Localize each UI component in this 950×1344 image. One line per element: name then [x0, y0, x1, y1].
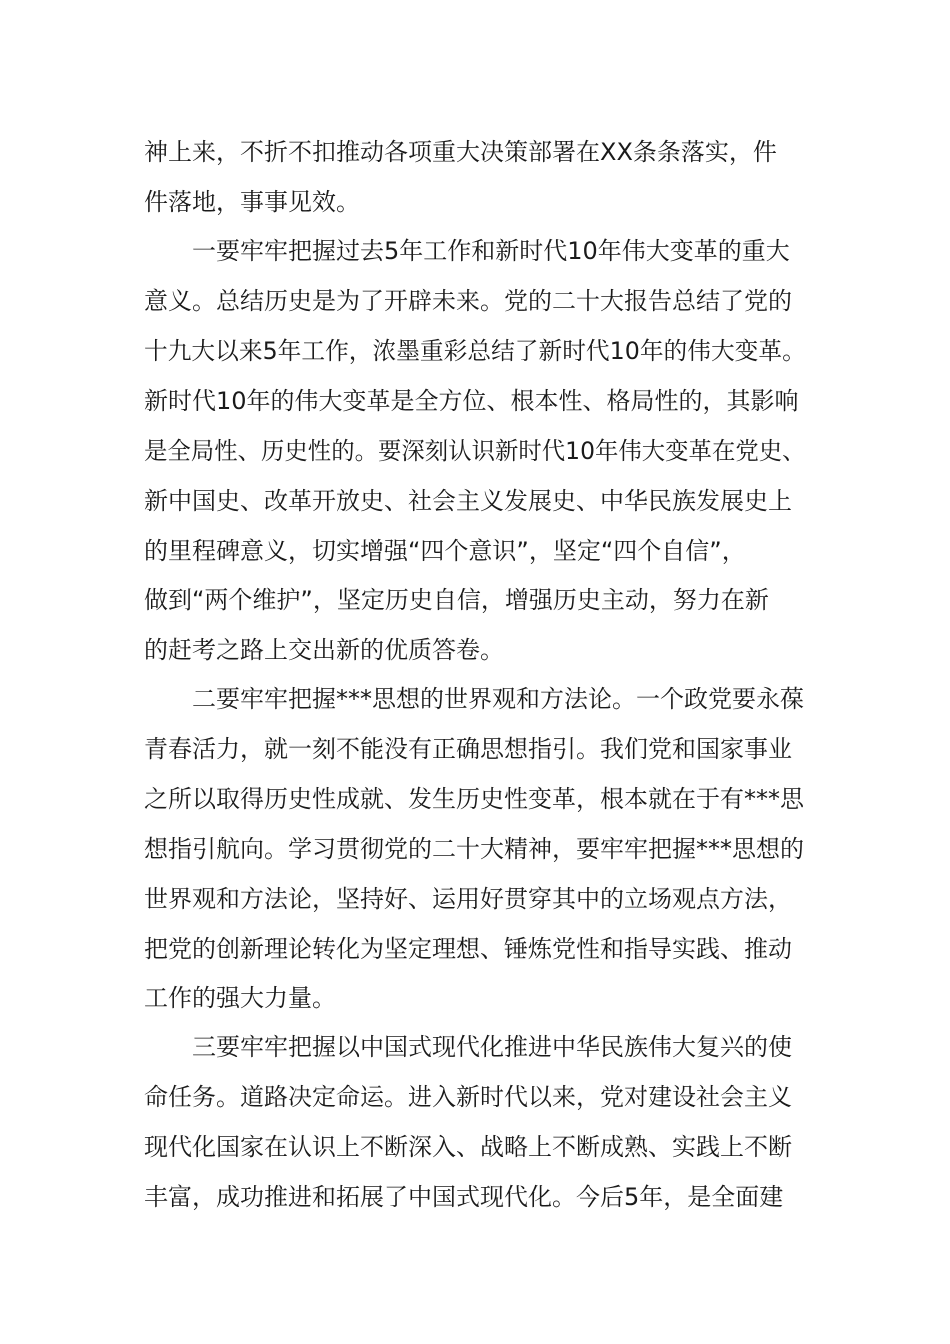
paragraph-3-start: 三要牢牢把握以中国式现代化推进中华民族伟大复兴的使 — [192, 1033, 792, 1061]
text-line: 世界观和方法论，坚持好、运用好贯穿其中的立场观点方法， — [144, 885, 792, 913]
text-line: 新中国史、改革开放史、社会主义发展史、中华民族发展史上 — [144, 487, 792, 515]
text-line: 的里程碑意义，切实增强“四个意识”，坚定“四个自信”， — [144, 537, 746, 565]
paragraph-1-start: 一要牢牢把握过去5年工作和新时代10年伟大变革的重大 — [192, 237, 790, 265]
text-line: 的赶考之路上交出新的优质答卷。 — [144, 636, 504, 664]
text-line: 之所以取得历史性成就、发生历史性变革，根本就在于有***思 — [144, 785, 804, 813]
text-line: 现代化国家在认识上不断深入、战略上不断成熟、实践上不断 — [144, 1133, 792, 1161]
text-line: 件落地，事事见效。 — [144, 188, 360, 216]
text-line: 工作的强大力量。 — [144, 984, 336, 1012]
text-line: 十九大以来5年工作，浓墨重彩总结了新时代10年的伟大变革。 — [144, 337, 806, 365]
text-line: 神上来，不折不扣推动各项重大决策部署在XX条条落实，件 — [144, 138, 777, 166]
text-line: 命任务。道路决定命运。进入新时代以来，党对建设社会主义 — [144, 1083, 792, 1111]
text-line: 意义。总结历史是为了开辟未来。党的二十大报告总结了党的 — [144, 287, 792, 315]
text-line: 想指引航向。学习贯彻党的二十大精神，要牢牢把握***思想的 — [144, 835, 804, 863]
text-line: 丰富，成功推进和拓展了中国式现代化。今后5年，是全面建 — [144, 1183, 784, 1211]
paragraph-2-start: 二要牢牢把握***思想的世界观和方法论。一个政党要永葆 — [192, 685, 804, 713]
text-line: 青春活力，就一刻不能没有正确思想指引。我们党和国家事业 — [144, 735, 792, 763]
text-line: 把党的创新理论转化为坚定理想、锤炼党性和指导实践、推动 — [144, 935, 792, 963]
text-line: 是全局性、历史性的。要深刻认识新时代10年伟大变革在党史、 — [144, 437, 806, 465]
text-line: 新时代10年的伟大变革是全方位、根本性、格局性的，其影响 — [144, 387, 799, 415]
text-line: 做到“两个维护”，坚定历史自信，增强历史主动，努力在新 — [144, 586, 769, 614]
